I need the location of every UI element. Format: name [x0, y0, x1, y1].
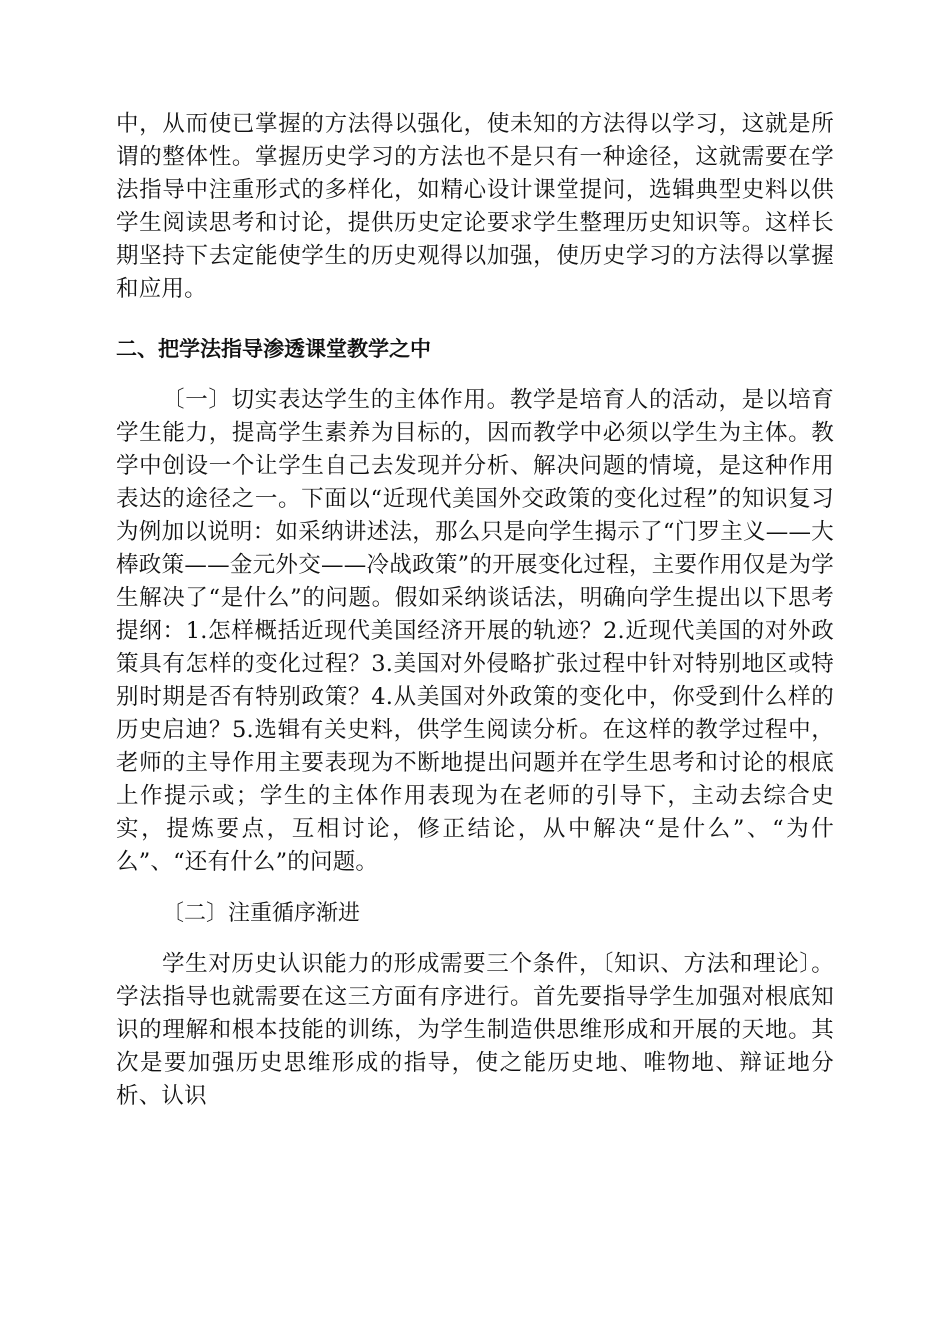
paragraph-continuation: 中，从而使已掌握的方法得以强化，使未知的方法得以学习，这就是所谓的整体性。掌握历史学习的方法也不是只有一种途径，这就需要在学法指导中注重形式的多样化，如精心设计课堂提问，选辑典型史料以供学生阅读思考和讨论，提供历史定论要求学生整理历史知识等。这样长期坚持下去定能使学生的历史观得以加强，使历史学习的方法得以掌握和应用。 [116, 111, 834, 302]
section-heading: 二、把学法指导渗透课堂教学之中 [116, 337, 431, 361]
subsection-heading: 〔二〕注重循序渐进 [162, 901, 361, 926]
paragraph-student-subject-role: 〔一〕切实表达学生的主体作用。教学是培育人的活动，是以培育学生能力，提高学生素养为目标的，因而教学中必须以学生为主体。教学中创设一个让学生自己去发现并分析、解决问题的情境，是这种作用表达的途径之一。下面以“近现代美国外交政策的变化过程”的知识复习为例加以说明：如采纳讲述法，那么只是向学生揭示了“门罗主义——大棒政策——金元外交——冷战政策”的开展变化过程，主要作用仅是为学生解决了“是什么”的问题。假如采纳谈话法，明确向学生提出以下思考提纲：1.怎样概括近现代美国经济开展的轨迹？2.近现代美国的对外政策具有怎样的变化过程？3.美国对外侵略扩张过程中针对特别地区或特别时期是否有特别政策？4.从美国对外政策的变化中，你受到什么样的历史启迪？5.选辑有关史料，供学生阅读分析。在这样的教学过程中，老师的主导作用主要表现为不断地提出问题并在学生思考和讨论的根底上作提示或；学生的主体作用表现为在老师的引导下，主动去综合史实，提炼要点，互相讨论，修正结论，从中解决“是什么”、“为什么”、“还有什么”的问题。 [116, 387, 834, 875]
document-page [116, 108, 834, 1113]
paragraph-step-by-step: 学生对历史认识能力的形成需要三个条件，〔知识、方法和理论〕。学法指导也就需要在这三方面有序进行。首先要指导学生加强对根底知识的理解和根本技能的训练，为学生制造供思维形成和开展的天地。其次是要加强历史思维形成的指导，使之能历史地、唯物地、辩证地分析、认识 [116, 951, 834, 1109]
